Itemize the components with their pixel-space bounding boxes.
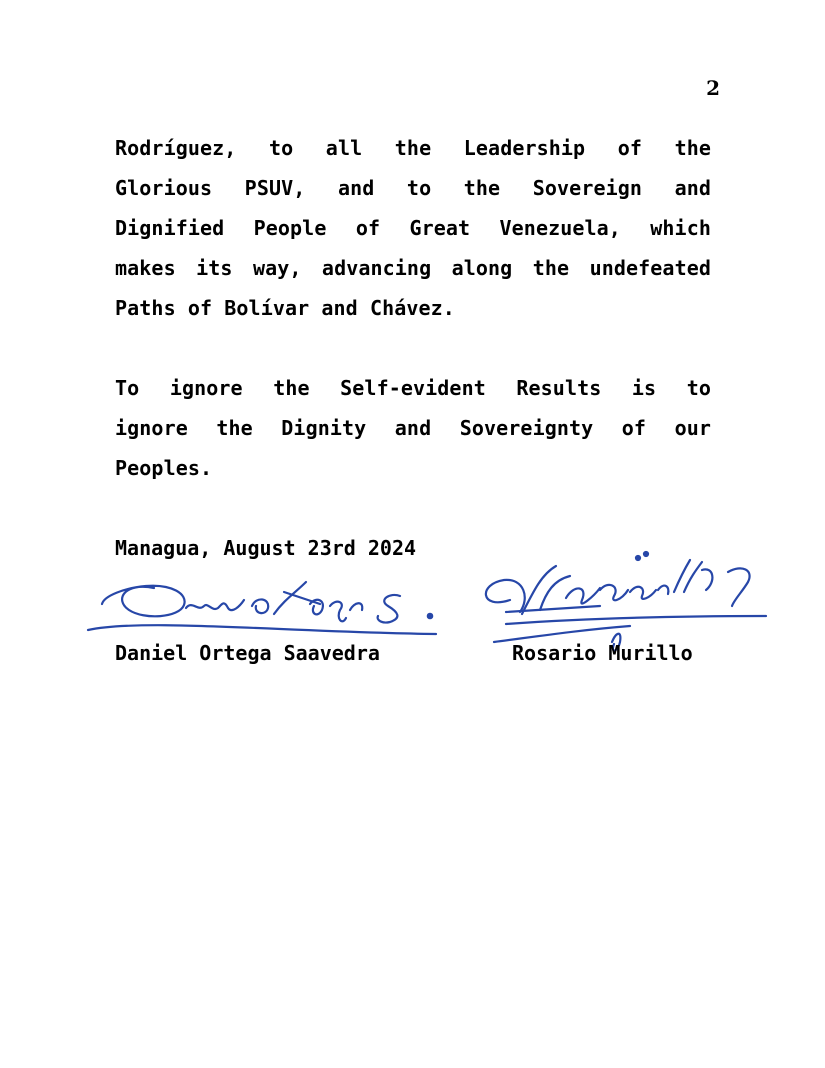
paragraph-line: ignore the Dignity and Sovereignty of our [115,416,711,440]
paragraph-line: Rodríguez, to all the Leadership of the [115,136,711,160]
paragraph-line: Dignified People of Great Venezuela, which [115,216,711,240]
paragraph-2 [115,368,711,488]
paragraph-line: Peoples. [115,456,213,480]
place-and-date: Managua, August 23rd 2024 [115,536,417,560]
signatory-name-2: Rosario Murillo [512,641,693,665]
paragraph-line: To ignore the Self-evident Results is to [115,376,711,400]
page-number: 2 [706,76,720,100]
paragraph-line: Glorious PSUV, and to the Sovereign and [115,176,711,200]
paragraph-1 [115,128,711,328]
signatory-name-1: Daniel Ortega Saavedra [115,641,380,665]
paragraph-line: Paths of Bolívar and Chávez. [115,296,455,320]
paragraph-line: makes its way, advancing along the undefeated [115,256,711,280]
